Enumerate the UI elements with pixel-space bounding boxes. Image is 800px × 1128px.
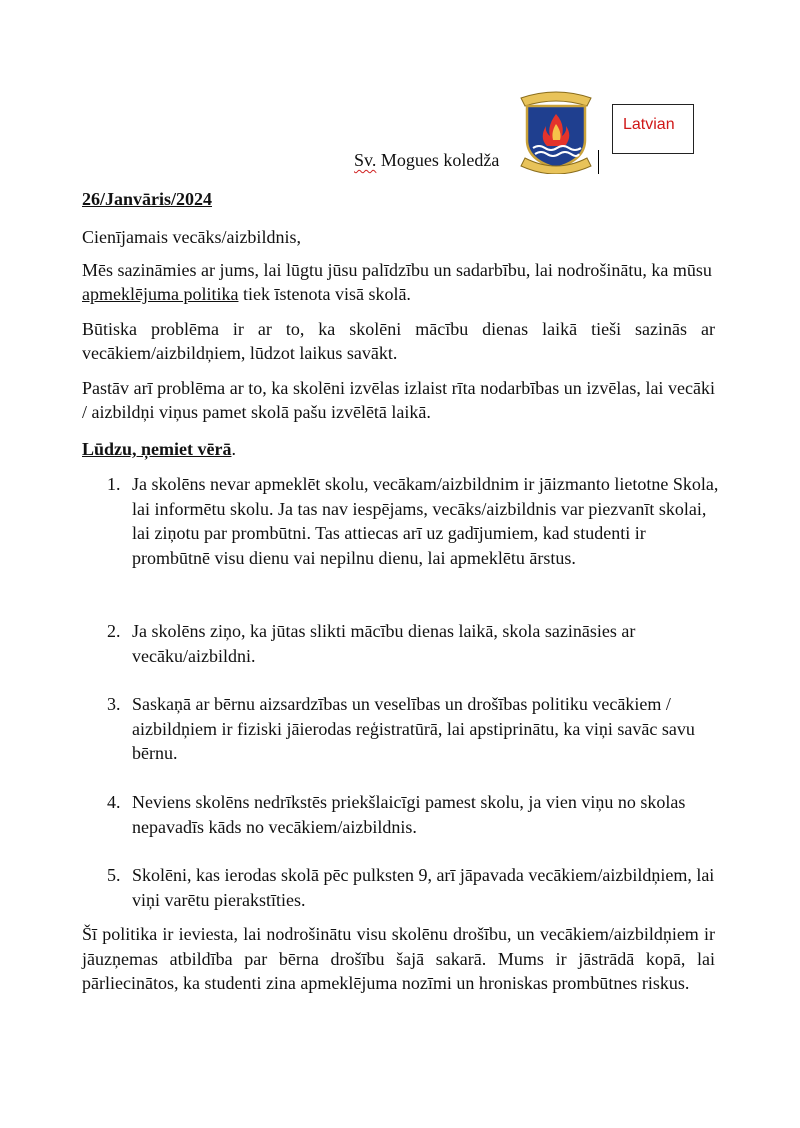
paragraph-intro <box>82 258 715 306</box>
closing-paragraph: Šī politika ir ieviesta, lai nodrošinātu visu skolēnu drošību, un vecākiem/aizbildņiem ir jāuzņemas atbildība par bērna drošību šajā sakarā. Mums ir jāstrādā kopā, lai pārliecinātos, ka studenti zina apmeklējuma nozīmi un hroniskas prombūtnes riskus. <box>82 924 715 993</box>
note-heading-label: Lūdzu, ņemiet vērā <box>82 439 232 459</box>
paragraph-intro-end: tiek īstenota visā skolā. <box>238 284 411 304</box>
list-item-text: Ja skolēns ziņo, ka jūtas slikti mācību dienas laikā, skola sazināsies ar vecāku/aizbildni. <box>132 621 636 666</box>
school-name-prefix: Sv. <box>354 150 377 170</box>
paragraph-problem-skip: Pastāv arī problēma ar to, ka skolēni izvēlas izlaist rīta nodarbības un izvēlas, lai vecāki / aizbildņi viņus pamet skolā pašu izvēlētā laikā. <box>82 378 715 422</box>
list-item-number: 1. <box>107 474 121 494</box>
attendance-policy-link[interactable]: apmeklējuma politika <box>82 284 239 304</box>
school-name-rest: Mogues koledža <box>376 150 500 170</box>
list-item-text: Neviens skolēns nedrīkstēs priekšlaicīgi pamest skolu, ja vien viņu no skolas nepavadīs kāds no vecākiem/aizbildnis. <box>132 792 686 837</box>
language-label-box: Latvian <box>612 104 694 154</box>
note-heading-dot: . <box>231 439 236 459</box>
list-item-number: 2. <box>107 621 121 641</box>
text-cursor <box>598 150 599 174</box>
school-name <box>354 150 499 171</box>
list-item-number: 4. <box>107 792 121 812</box>
list-item-text: Skolēni, kas ierodas skolā pēc pulksten 9, arī jāpavada vecākiem/aizbildņiem, lai viņi varētu pierakstīties. <box>132 865 715 910</box>
letter-greeting: Cienījamais vecāks/aizbildnis, <box>82 227 301 247</box>
list-item-text: Ja skolēns nevar apmeklēt skolu, vecākam/aizbildnim ir jāizmanto lietotne Skola, lai informētu skolu. Ja tas nav iespējams, vecāks/aizbildnis var piezvanīt skolai, lai ziņotu par prombūtni. Tas attiecas arī uz gadījumiem, kad studenti ir prombūtnē visu dienu vai nepilnu dienu, lai apmeklētu ārstus. <box>132 474 719 568</box>
list-item-number: 5. <box>107 865 121 885</box>
letter-date: 26/Janvāris/2024 <box>82 189 213 209</box>
list-item-number: 3. <box>107 694 121 714</box>
paragraph-intro-start: Mēs sazināmies ar jums, lai lūgtu jūsu palīdzību un sadarbību, lai nodrošinātu, ka mūsu <box>82 260 712 280</box>
note-heading <box>82 437 715 461</box>
list-item-text: Saskaņā ar bērnu aizsardzības un veselības un drošības politiku vecākiem / aizbildņiem ir fiziski jāierodas reģistratūrā, lai apstiprinātu, ka viņi savāc savu bērnu. <box>132 694 695 763</box>
school-crest-logo <box>517 88 595 174</box>
paragraph-problem-contact: Būtiska problēma ir ar to, ka skolēni mācību dienas laikā tieši sazinās ar vecākiem/aizbildņiem, lūdzot laikus savākt. <box>82 319 715 363</box>
